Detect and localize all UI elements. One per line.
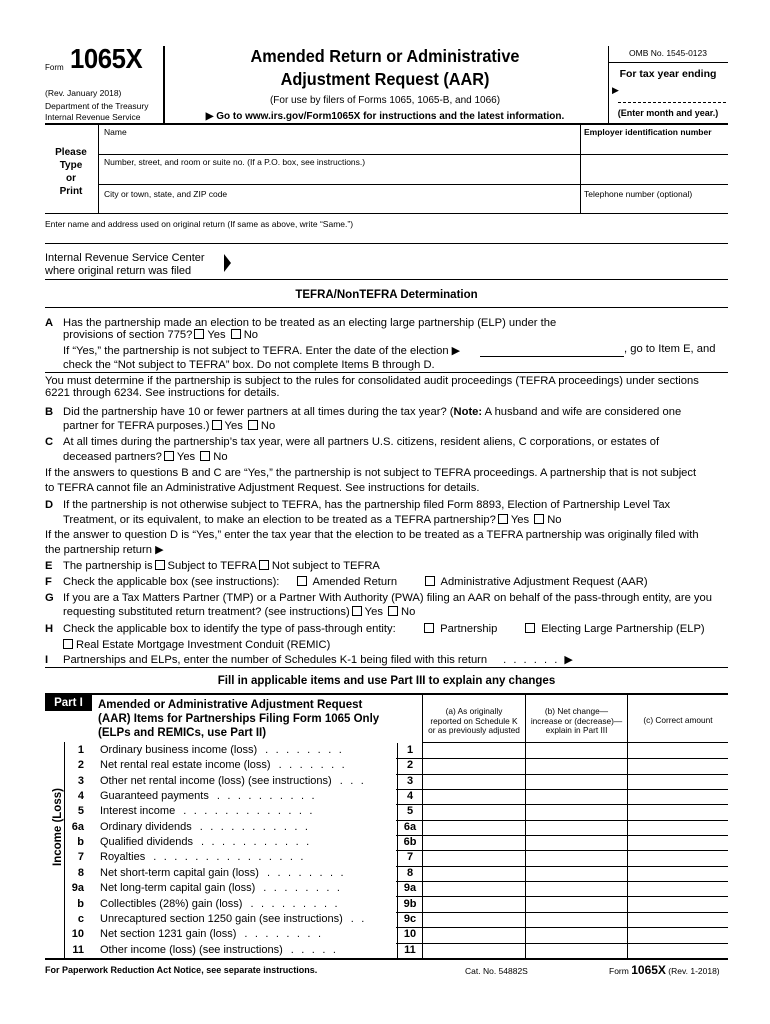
item-f-amended: Amended Return [295,576,397,588]
irs-center-label: Internal Revenue Service Center where original return was filed [45,252,205,277]
line-col-a-input[interactable] [423,789,525,804]
item-d-yes-checkbox[interactable] [498,514,508,524]
item-i-letter: I [45,654,49,666]
line-col-c-input[interactable] [628,897,728,912]
form-word: Form [45,63,64,72]
col-b-header: (b) Net change— increase or (decrease)— explain in Part III [530,706,623,735]
ein-label: Employer identification number [584,127,712,137]
d-note-2: the partnership return ▶ [45,544,164,556]
line-label: Royalties . . . . . . . . . . . . . . . [100,851,306,864]
item-i-text: Partnerships and ELPs, enter the number of Schedules K-1 being filed with this return . . . . . . ▶ [63,654,576,666]
line-number: c [77,912,84,925]
please-type-or-print: Please Type or Print [55,147,87,197]
item-a-yes-checkbox[interactable] [194,329,204,339]
name-input[interactable] [99,137,579,154]
line-label: Other net rental income (loss) (see instructions) . . . [100,774,366,787]
line-number: b [77,836,84,849]
d-note-1: If the answer to question D is “Yes,” enter the tax year that the election to be treated as a TEFRA partnership was originally filed with [45,529,699,541]
item-e-text: The partnership is Subject to TEFRA Not subject to TEFRA [63,560,380,572]
item-c-no-checkbox[interactable] [200,451,210,461]
line-label: Net rental real estate income (loss) . . . . . . . [100,759,347,772]
line-col-c-input[interactable] [628,912,728,927]
line-col-b-input[interactable] [526,927,627,942]
amended-return-checkbox[interactable] [297,576,307,586]
aar-checkbox[interactable] [425,576,435,586]
part1-row [45,835,728,850]
subject-to-tefra-checkbox[interactable] [155,560,165,570]
item-a-no-checkbox[interactable] [231,329,241,339]
city-input[interactable] [99,199,579,213]
part1-tag: Part I [45,695,92,711]
line-label: Guaranteed payments . . . . . . . . . . [100,790,317,803]
line-box-number: 9c [403,912,417,925]
part1-row [45,927,728,942]
line-col-c-input[interactable] [628,743,728,758]
line-box-number: 6b [403,836,417,849]
item-c-yes-checkbox[interactable] [164,451,174,461]
line-number: 2 [77,759,84,772]
line-number: 5 [77,805,84,818]
part1-row [45,804,728,819]
line-number: 9a [71,882,84,895]
item-c-text: At all times during the partnership’s tax year, were all partners U.S. citizens, resident aliens, C corporations, or estates of [63,436,660,448]
line-col-c-input[interactable] [628,804,728,819]
tefra-heading: TEFRA/NonTEFRA Determination [295,289,478,301]
item-d-letter: D [45,499,54,511]
item-c-line2: deceased partners? Yes No [63,451,228,463]
part1-row [45,743,728,758]
irs-center-input[interactable] [236,248,728,278]
line-col-a-input[interactable] [423,820,525,835]
ein-input[interactable] [581,137,727,154]
item-g-line2: requesting substituted return treatment? (see instructions) Yes No [63,606,416,618]
line-col-a-input[interactable] [423,850,525,865]
line-col-b-input[interactable] [526,789,627,804]
item-h-remic: Real Estate Mortgage Investment Conduit (REMIC) [61,639,330,651]
line-col-b-input[interactable] [526,881,627,896]
line-col-c-input[interactable] [628,927,728,942]
line-col-a-input[interactable] [423,758,525,773]
part1-row [45,820,728,835]
street-input[interactable] [99,168,727,184]
tax-year-label: For tax year ending [619,68,717,80]
income-loss-side-label: Income (Loss) [52,788,64,866]
item-h-letter: H [45,623,54,635]
remic-checkbox[interactable] [63,639,73,649]
part1-row [45,774,728,789]
phone-input[interactable] [581,199,727,213]
line-label: Ordinary dividends . . . . . . . . . . . [100,820,311,833]
item-b-line2: partner for TEFRA purposes.) Yes No [63,420,276,432]
line-number: 11 [72,943,84,956]
item-a-goto: , go to Item E, and [624,343,716,355]
item-a-text: Has the partnership made an election to be treated as an electing large partnership (ELP) under the [63,317,557,329]
line-box-number: 11 [404,943,416,956]
rev-date: (Rev. January 2018) [45,88,122,98]
election-date-input[interactable] [480,345,624,357]
form-title-line2: Adjustment Request (AAR) [280,69,490,89]
paperwork-notice: For Paperwork Reduction Act Notice, see separate instructions. [45,965,318,975]
name-label: Name [104,127,127,137]
line-col-a-input[interactable] [423,835,525,850]
part1-row [45,881,728,896]
part1-row [45,758,728,773]
line-box-number: 1 [406,744,414,756]
line-col-c-input[interactable] [628,850,728,865]
tax-year-arrow-icon: ▶ [612,85,619,95]
col-c-header: (c) Correct amount [643,715,713,725]
line-col-b-input[interactable] [526,866,627,881]
department: Department of the Treasury [45,101,149,111]
line-col-c-input[interactable] [628,789,728,804]
part1-row [45,943,728,958]
footer-form-label: Form 1065X (Rev. 1-2018) [609,963,720,977]
line-col-a-input[interactable] [423,774,525,789]
line-col-c-input[interactable] [628,774,728,789]
line-col-b-input[interactable] [526,743,627,758]
fill-heading: Fill in applicable items and use Part III to explain any changes [217,675,556,687]
line-col-b-input[interactable] [526,758,627,773]
line-number: 7 [77,851,84,864]
line-col-a-input[interactable] [423,804,525,819]
item-h-elp: Electing Large Partnership (ELP) [523,623,705,635]
line-col-c-input[interactable] [628,881,728,896]
line-label: Unrecaptured section 1250 gain (see instructions) . . [100,912,367,925]
line-col-a-input[interactable] [423,897,525,912]
item-e-letter: E [45,560,53,572]
item-a-line2: provisions of section 775? Yes No [63,329,259,341]
item-d-text: If the partnership is not otherwise subject to TEFRA, has the partnership filed Form 8893, Election of Partnership Level Tax [63,499,671,511]
item-g-text: If you are a Tax Matters Partner (TMP) or a Partner With Authority (PWA) filing an AAR on behalf of the pass-through entity, are you [63,592,712,604]
part1-row [45,897,728,912]
line-col-c-input[interactable] [628,835,728,850]
line-label: Net long-term capital gain (loss) . . . . . . . . [100,882,343,895]
item-g-yes-checkbox[interactable] [352,606,362,616]
enter-month-label: (Enter month and year.) [617,108,719,118]
item-a-letter: A [45,317,54,329]
partnership-checkbox[interactable] [424,623,434,633]
line-box-number: 4 [406,790,414,803]
must-determine-note-2: 6221 through 6234. See instructions for details. [45,387,280,399]
line-box-number: 8 [406,866,414,879]
not-subject-to-tefra-checkbox[interactable] [259,560,269,570]
line-label: Net short-term capital gain (loss) . . . . . . . . [100,866,346,879]
part1-row [45,789,728,804]
goto-instructions: ▶ Go to www.irs.gov/Form1065X for instructions and the latest information. [205,111,565,122]
phone-label: Telephone number (optional) [584,189,693,199]
elp-checkbox[interactable] [525,623,535,633]
col-a-header: (a) As originally reported on Schedule K or as previously adjusted [428,706,520,735]
line-col-b-input[interactable] [526,820,627,835]
irs-center-arrow-icon [224,254,231,272]
line-col-c-input[interactable] [628,866,728,881]
item-d-line2: Treatment, or its equivalent, to make an election to be treated as a TEFRA partnership? Yes No [63,514,562,526]
schedules-k1-count-input[interactable] [620,651,728,667]
must-determine-note-1: You must determine if the partnership is subject to the rules for consolidated audit proceedings (TEFRA proceedings) under sections [45,375,699,387]
street-label: Number, street, and room or suite no. (If a P.O. box, see instructions.) [104,157,366,167]
part1-row [45,850,728,865]
form-title-line1: Amended Return or Administrative [250,46,520,66]
line-col-a-input[interactable] [423,866,525,881]
line-col-b-input[interactable] [526,850,627,865]
line-col-b-input[interactable] [526,774,627,789]
part1-row [45,866,728,881]
line-label: Collectibles (28%) gain (loss) . . . . . . . . . [100,897,340,910]
bc-note-1: If the answers to questions B and C are “Yes,” the partnership is not subject to TEFRA proceedings. A partnership that is not subject [45,467,697,479]
part1-title: Amended or Administrative Adjustment Request (AAR) Items for Partnerships Filing Form 1065 Only (ELPs and REMICs, use Part II) [98,699,380,739]
item-h-text: Check the applicable box to identify the type of pass-through entity: [63,623,396,635]
item-b-yes-checkbox[interactable] [212,420,222,430]
line-box-number: 2 [406,759,414,772]
election-year-input[interactable] [180,541,380,555]
item-a-check-note: check the “Not subject to TEFRA” box. Do not complete Items B through D. [63,359,435,371]
line-box-number: 3 [406,774,414,787]
line-label: Other income (loss) (see instructions) . . . . . [100,943,339,956]
line-number: 1 [77,744,84,756]
line-label: Qualified dividends . . . . . . . . . . . [100,836,312,849]
line-label: Net section 1231 gain (loss) . . . . . . . . [100,928,324,941]
line-col-a-input[interactable] [423,927,525,942]
item-g-no-checkbox[interactable] [388,606,398,616]
line-col-b-input[interactable] [526,897,627,912]
line-box-number: 9b [403,897,417,910]
line-box-number: 5 [406,805,414,818]
line-box-number: 7 [406,851,414,864]
line-col-a-input[interactable] [423,943,525,958]
omb-number: OMB No. 1545-0123 [629,48,707,58]
original-address-label: Enter name and address used on original return (If same as above, write “Same.”) [45,219,354,229]
item-f-letter: F [45,576,52,588]
item-g-letter: G [45,592,54,604]
line-box-number: 9a [403,882,417,895]
item-a-if-yes: If “Yes,” the partnership is not subject to TEFRA. Enter the date of the election ▶ [63,345,461,357]
line-label: Ordinary business income (loss) . . . . . . . . [100,744,344,756]
line-number: 8 [77,866,84,879]
line-number: 3 [77,774,84,787]
city-label: City or town, state, and ZIP code [104,189,228,199]
bc-note-2: to TEFRA cannot file an Administrative Adjustment Request. See instructions for details. [45,482,480,494]
tax-year-input[interactable] [618,102,726,103]
line-col-a-input[interactable] [423,881,525,896]
cat-number: Cat. No. 54882S [465,966,528,976]
item-b-no-checkbox[interactable] [248,420,258,430]
line-col-c-input[interactable] [628,820,728,835]
line-col-a-input[interactable] [423,912,525,927]
item-c-letter: C [45,436,54,448]
line-col-b-input[interactable] [526,804,627,819]
line-col-c-input[interactable] [628,758,728,773]
line-number: 4 [77,790,84,803]
item-f-text: Check the applicable box (see instructions): [63,576,280,588]
line-box-number: 10 [403,928,417,941]
line-col-a-input[interactable] [423,743,525,758]
irs-label: Internal Revenue Service [45,112,141,122]
line-col-b-input[interactable] [526,835,627,850]
item-d-no-checkbox[interactable] [534,514,544,524]
item-b-text: Did the partnership have 10 or fewer partners at all times during the tax year? (Note: A husband and wife are considered one [63,406,682,418]
line-col-b-input[interactable] [526,943,627,958]
item-h-partnership: Partnership [422,623,497,635]
line-number: 6a [71,820,84,833]
item-f-aar: Administrative Adjustment Request (AAR) [423,576,648,588]
line-col-b-input[interactable] [526,912,627,927]
line-box-number: 6a [403,820,417,833]
form-number: 1065X [70,43,143,74]
line-number: 10 [71,928,84,941]
line-col-c-input[interactable] [628,943,728,958]
original-address-input[interactable] [45,230,728,242]
line-number: b [77,897,84,910]
form-subtitle: (For use by filers of Forms 1065, 1065-B, and 1066) [269,95,501,106]
item-b-letter: B [45,406,54,418]
line-label: Interest income . . . . . . . . . . . . . [100,805,315,818]
part1-row [45,912,728,927]
